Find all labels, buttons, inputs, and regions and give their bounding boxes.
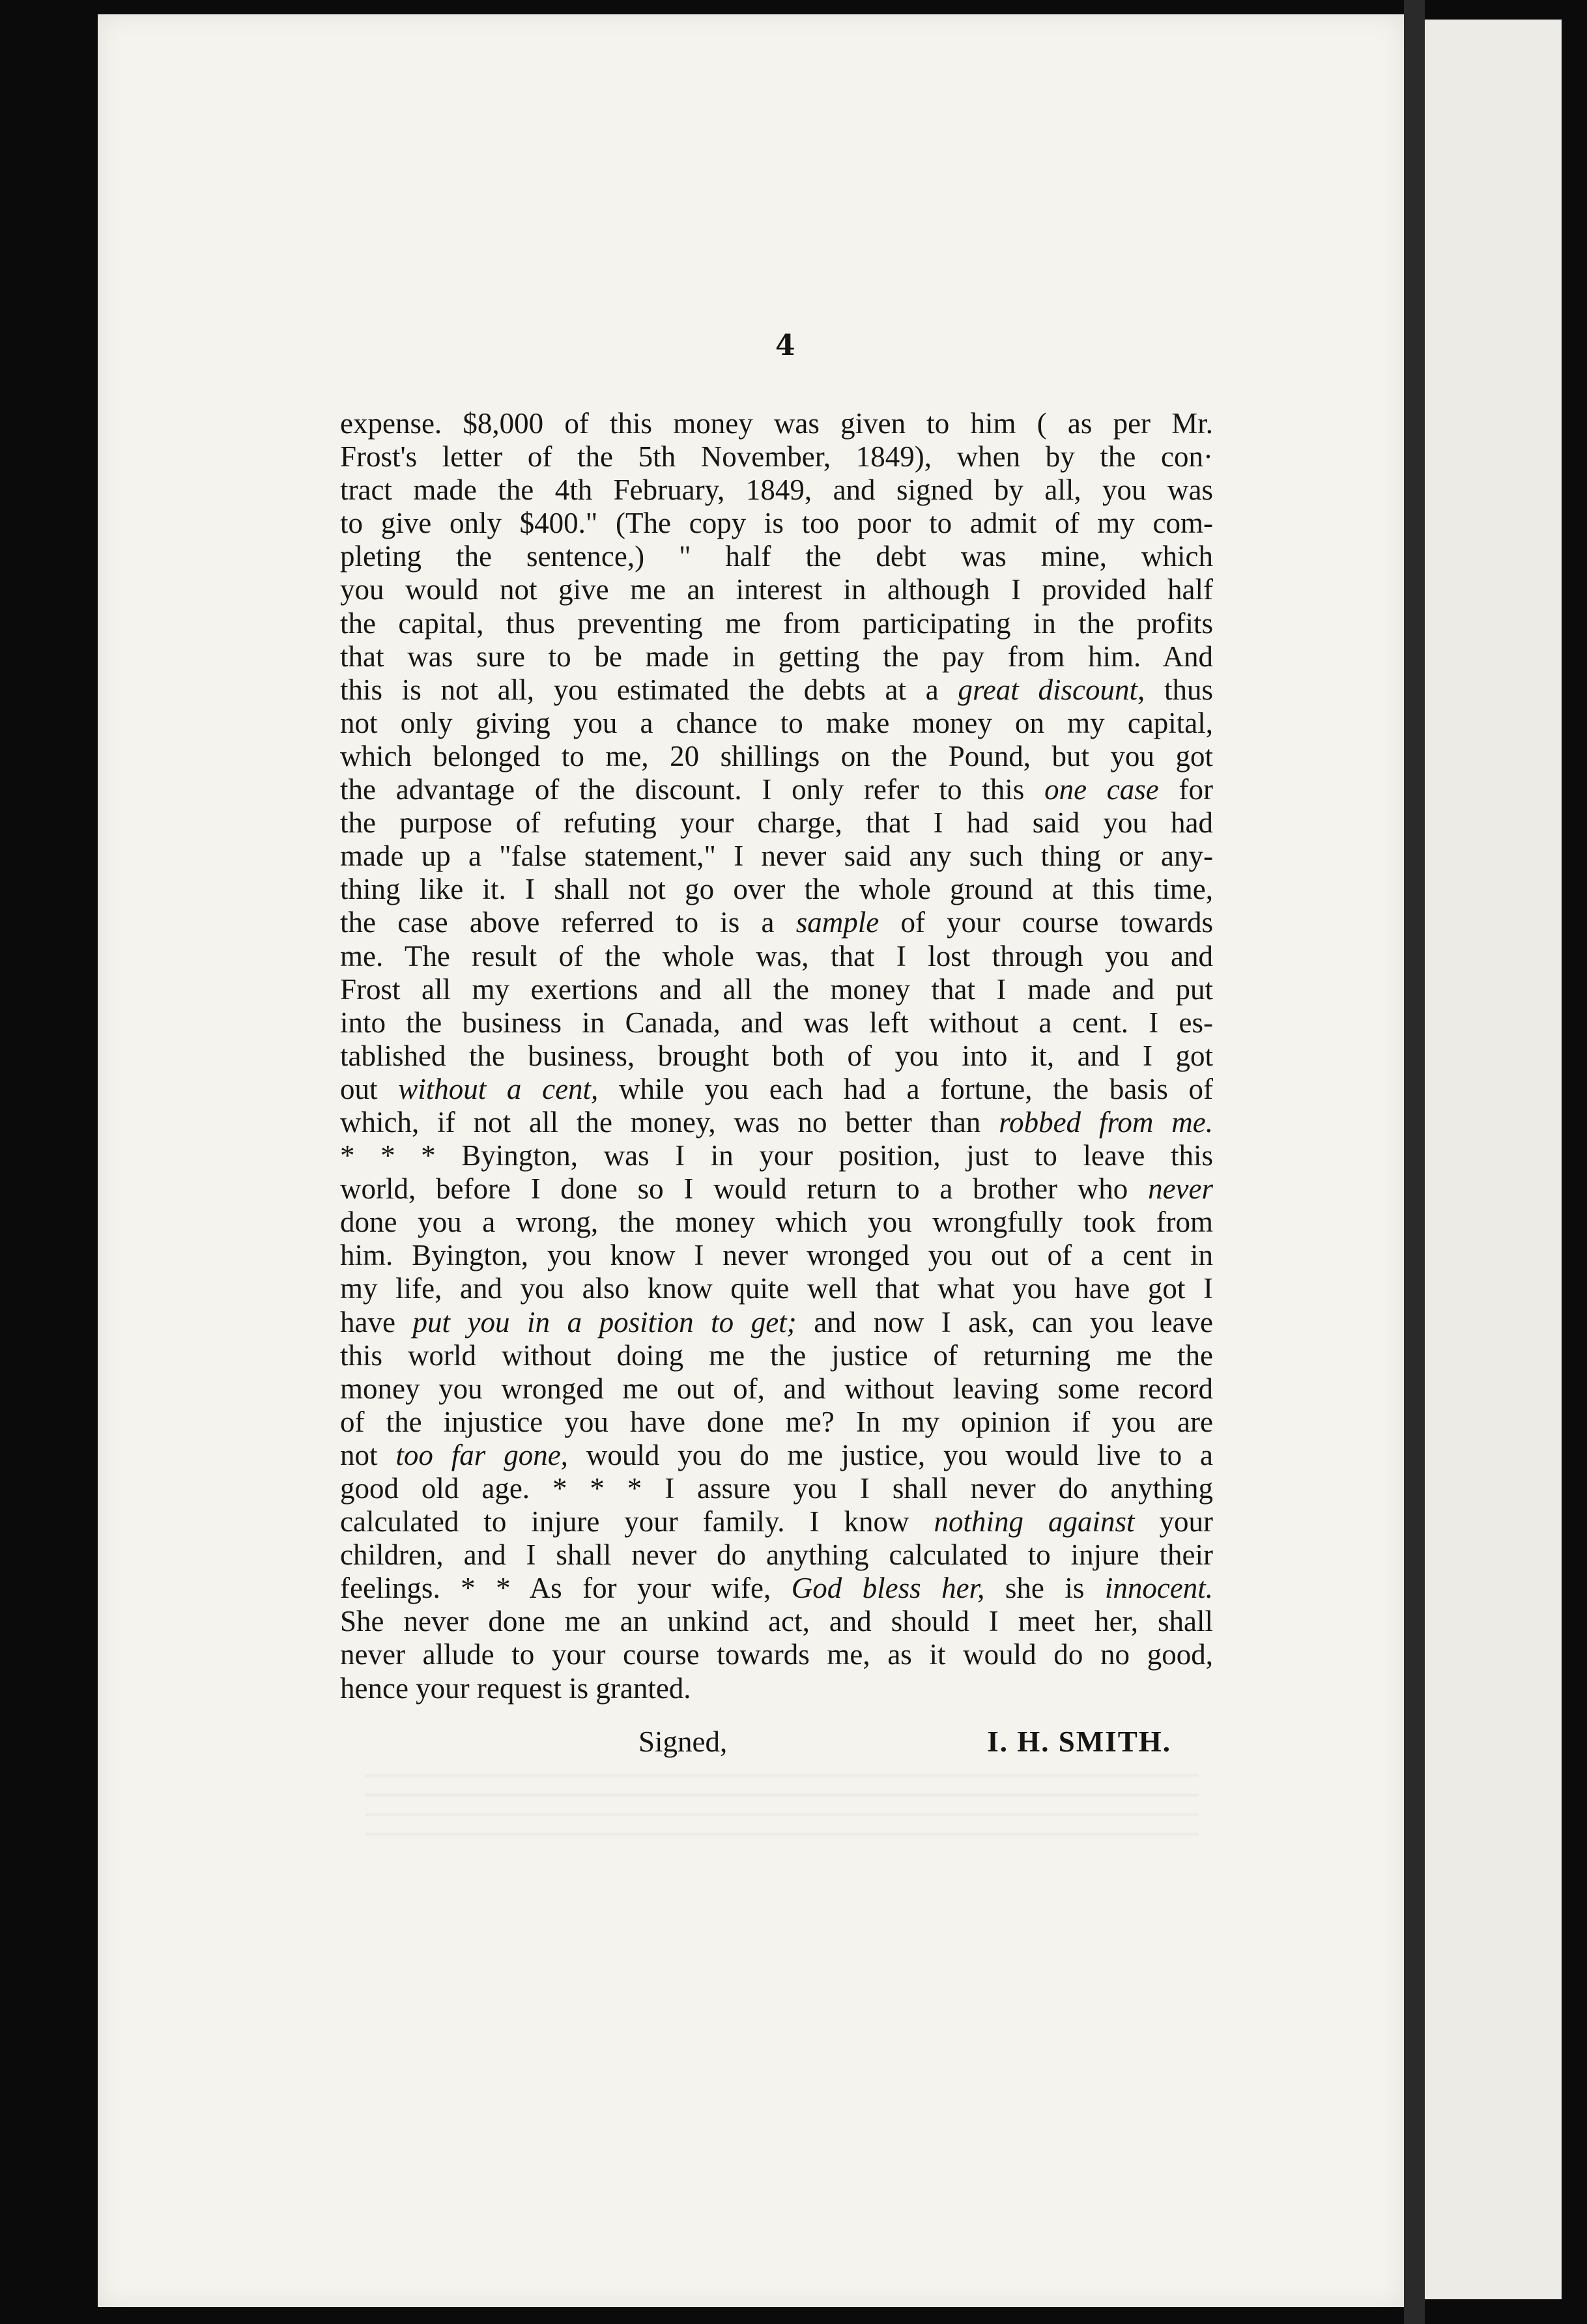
text-line [340,1472,1213,1505]
text-line [340,1406,1213,1439]
text-run: made up a "false statement," I never said any such thing or any- [340,840,1213,873]
text-run: pleting the sentence,) " half the debt was mine, which [340,540,1213,573]
text-line [340,1605,1213,1638]
text-run: out [340,1072,399,1105]
text-line [340,1006,1213,1040]
italic-text: nothing against [934,1505,1135,1538]
text-run: thing like it. I shall not go over the whole ground at this time, [340,873,1213,906]
text-run: never allude to your course towards me, as it would do no good, [340,1638,1213,1671]
text-line [340,906,1213,939]
text-run: the advantage of the discount. I only refer to this [340,773,1045,806]
italic-text: sample [795,906,879,939]
text-run: hence your request is granted. [340,1671,691,1705]
text-run: this is not all, you estimated the debts at a [340,673,958,706]
text-line [340,1040,1213,1073]
page-gutter [1404,0,1425,2324]
text-run: would you do me justice, you would live to a [567,1438,1213,1471]
text-line [340,806,1213,840]
text-run: into the business in Canada, and was left without a cent. I es- [340,1006,1213,1039]
text-run: to give only $400." (The copy is too poor to admit of my com- [340,507,1213,540]
text-run: him. Byington, you know I never wronged you out of a cent in [340,1239,1213,1272]
text-line [340,507,1213,540]
text-line [340,740,1213,773]
text-line [340,873,1213,906]
text-run: this world without doing me the justice of returning me the [340,1339,1213,1372]
text-line [340,673,1213,707]
show-through-text [365,1759,1199,1837]
text-run: that was sure to be made in getting the pay from him. And [340,640,1213,673]
page-number: 4 [775,329,795,362]
text-line [340,1073,1213,1106]
text-run: feelings. * * As for your wife, [340,1572,792,1605]
text-line [340,1239,1213,1272]
text-run: money you wronged me out of, and without leaving some record [340,1372,1213,1405]
text-line [340,474,1213,507]
text-run: world, before I done so I would return to a brother who [340,1172,1149,1206]
text-line [340,1638,1213,1671]
text-run: which, if not all the money, was no better than [340,1105,999,1139]
text-run: not only giving you a chance to make money on my capital, [340,706,1213,739]
text-run: done you a wrong, the money which you wrongfully took from [340,1206,1213,1239]
italic-text: put you in a position to get; [412,1305,797,1339]
text-line [340,640,1213,673]
text-line [340,1339,1213,1372]
text-run: which belonged to me, 20 shillings on the Pound, but you got [340,739,1213,772]
italic-text: robbed from me. [999,1105,1213,1139]
text-line [340,1572,1213,1605]
text-line [340,1139,1213,1172]
italic-text: too far gone, [395,1438,568,1471]
text-run: * * * Byington, was I in your position, just to leave this [340,1139,1213,1172]
text-run: tablished the business, brought both of you into it, and I got [340,1039,1213,1072]
text-line [340,840,1213,873]
text-run: expense. $8,000 of this money was given to him ( as per Mr. [340,407,1213,440]
text-run: of your course towards [879,906,1213,939]
text-line [340,707,1213,740]
text-run: while you each had a fortune, the basis of [598,1072,1213,1105]
text-run: thus [1145,673,1213,706]
text-line [340,773,1213,806]
signed-label: Signed, [638,1725,728,1758]
letter-body [340,407,1213,1705]
text-line [340,1206,1213,1239]
italic-text: without a cent, [398,1072,599,1105]
text-line [340,540,1213,573]
text-run: have [340,1305,413,1339]
text-line [340,1505,1213,1538]
text-line [340,1538,1213,1572]
text-line [340,1272,1213,1305]
adjacent-page-edge [1425,20,1562,2299]
text-line [340,407,1213,440]
text-run: of the injustice you have done me? In my opinion if you are [340,1405,1213,1438]
text-run: She never done me an unkind act, and should I meet her, shall [340,1605,1213,1638]
text-line [340,440,1213,474]
text-run: my life, and you also know quite well that what you have got I [340,1272,1213,1305]
text-run: tract made the 4th February, 1849, and signed by all, you was [340,474,1213,507]
text-run: me. The result of the whole was, that I lost through you and [340,939,1213,972]
text-run: and now I ask, can you leave [796,1305,1213,1339]
text-line [340,973,1213,1006]
text-line [340,1306,1213,1339]
text-line [340,1106,1213,1139]
text-run: not [340,1438,396,1471]
text-run: the case above referred to is a [340,906,796,939]
italic-text: innocent. [1104,1572,1214,1605]
text-run: Frost all my exertions and all the money that I made and put [340,972,1213,1006]
text-run: the capital, thus preventing me from participating in the profits [340,606,1213,640]
text-run: the purpose of refuting your charge, that I had said you had [340,806,1213,840]
text-line [340,1372,1213,1406]
text-line [340,940,1213,973]
text-run: she is [984,1572,1105,1605]
text-run: children, and I shall never do anything calculated to injure their [340,1538,1213,1572]
italic-text: great discount, [958,673,1145,706]
text-run: you would not give me an interest in although I provided half [340,573,1213,606]
signer-name: I. H. SMITH. [987,1725,1171,1758]
italic-text: God bless her, [791,1572,985,1605]
text-run: calculated to injure your family. I know [340,1505,934,1538]
text-line [340,1672,1213,1705]
italic-text: one case [1044,773,1159,806]
text-run: good old age. * * * I assure you I shall never do anything [340,1472,1213,1505]
text-line [340,573,1213,606]
text-run: Frost's letter of the 5th November, 1849), when by the con· [340,440,1213,474]
italic-text: never [1148,1172,1213,1206]
text-line [340,1439,1213,1472]
text-line [340,1172,1213,1206]
text-run: your [1134,1505,1213,1538]
text-line [340,607,1213,640]
signature-line [638,1725,1212,1764]
text-run: for [1158,773,1213,806]
